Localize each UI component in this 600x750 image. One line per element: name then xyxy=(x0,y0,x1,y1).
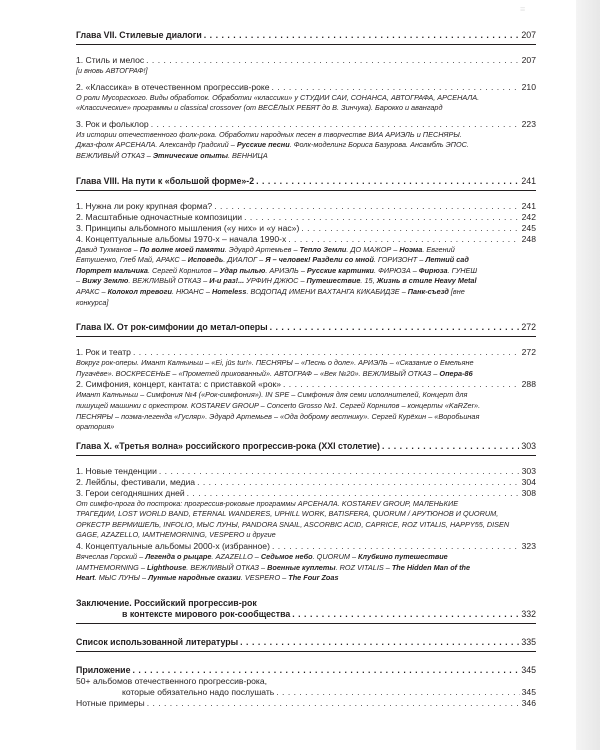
conclusion-title-1: Заключение. Российский прогрессив-рок xyxy=(76,597,257,608)
appendix-item-2-page: 346 xyxy=(521,697,536,708)
section-8-2-page: 242 xyxy=(521,211,536,222)
section-7-1[interactable] xyxy=(76,55,536,66)
bibliography xyxy=(76,637,536,652)
leader-dots xyxy=(146,55,520,66)
section-8-4-desc-3: Портрет мальчика. Сергей Корнилов – Удар пылью. АРИЭЛЬ – Русские картинки. ФИРЮЗА – Фирюза. ГУНЕШ xyxy=(76,265,478,275)
leader-dots xyxy=(147,698,520,709)
section-9-1-desc-2: Пугачёве». ВОСКРЕСЕНЬЕ – «Прометей прикованный». АВТОГРАФ – «Век №20». ВЕЖЛИВЫЙ ОТКАЗ – Опера-86 xyxy=(76,368,473,378)
conclusion xyxy=(76,598,536,624)
chapter-9-page: 272 xyxy=(521,322,536,333)
section-8-4-title: 4. Концептуальные альбомы 1970-х – начала 1990-х xyxy=(76,233,287,244)
conclusion-rule xyxy=(76,623,536,624)
section-7-2-desc-2: «Классические» программы и classical crossover (от ВЕСЁЛЫХ РЕБЯТ до В. Зинчука). Барокко и авангард xyxy=(76,103,443,113)
section-7-2[interactable] xyxy=(76,82,536,93)
chapter-10-rule xyxy=(76,455,536,456)
section-10-3-title: 3. Герои сегодняшних дней xyxy=(76,487,185,498)
chapter-9-title: Глава IX. От рок-симфонии до метал-оперы xyxy=(76,322,268,333)
appendix-item-1-line-1[interactable] xyxy=(76,676,536,687)
leader-dots xyxy=(214,201,519,212)
leader-dots xyxy=(272,82,520,93)
chapter-7-title: Глава VII. Стилевые диалоги xyxy=(76,30,202,40)
chapter-7-heading[interactable] xyxy=(76,30,536,41)
chapter-8-heading[interactable] xyxy=(76,176,536,187)
appendix-item-1-page: 345 xyxy=(521,686,536,697)
appendix-heading[interactable] xyxy=(76,665,536,676)
section-10-2-title: 2. Лейблы, фестивали, медиа xyxy=(76,476,196,487)
section-9-2[interactable] xyxy=(76,379,536,390)
leader-dots xyxy=(283,379,520,390)
section-8-3-page: 245 xyxy=(521,222,536,233)
bibliography-page: 335 xyxy=(521,636,536,647)
section-10-4-title: 4. Концептуальные альбомы 2000-х (избранное) xyxy=(76,541,270,552)
chapter-7-rule xyxy=(76,44,536,45)
section-8-2-title: 2. Масштабные одночастные композиции xyxy=(76,211,243,222)
leader-dots xyxy=(292,609,519,620)
chapter-10-heading[interactable] xyxy=(76,441,536,452)
leader-dots xyxy=(270,322,520,333)
appendix-item-1-title-2: которые обязательно надо послушать xyxy=(122,686,275,697)
leader-dots xyxy=(133,347,520,358)
conclusion-heading-line-1[interactable] xyxy=(76,598,536,609)
section-10-3[interactable] xyxy=(76,488,536,499)
conclusion-title-2: в контексте мирового рок-сообщества xyxy=(122,608,291,619)
section-7-2-page: 210 xyxy=(521,81,536,92)
appendix xyxy=(76,665,536,709)
appendix-page: 345 xyxy=(521,664,536,675)
chapter-7 xyxy=(76,30,536,162)
section-7-2-desc-1: О роли Мусоргского. Виды обработок. Обработки «классики» у СТУДИИ САИ, СОНАНСА, АВТОГРАФА, АРСЕНАЛА. xyxy=(76,92,480,102)
leader-dots xyxy=(151,119,520,130)
section-8-1-page: 241 xyxy=(521,200,536,211)
section-8-4-desc-5: АРАКС – Колокол тревоги. НЮАНС – Homeless. ВОДОПАД ИМЕНИ ВАХТАНГА КИКАБИДЗЕ – Панк-съезд [вне xyxy=(76,286,465,296)
section-9-2-desc-1: Имант Калныньш – Симфония №4 («Рок-симфония»). IN SPE – Симфония для семи исполнителей, Концерт для xyxy=(76,390,468,400)
section-7-3-desc-3: ВЕЖЛИВЫЙ ОТКАЗ – Этнические опыты. ВЕННИЦА xyxy=(76,150,268,160)
section-8-4-desc-6: конкурса] xyxy=(76,297,109,307)
section-8-2[interactable] xyxy=(76,212,536,223)
section-10-2[interactable] xyxy=(76,477,536,488)
chapter-8-rule xyxy=(76,190,536,191)
section-8-1-title: 1. Нужна ли року крупная форма? xyxy=(76,200,213,211)
chapter-8-title: Глава VIII. На пути к «большой форме»-2 xyxy=(76,175,255,186)
chapter-8 xyxy=(76,176,536,309)
table-of-contents xyxy=(76,30,536,709)
appendix-title: Приложение xyxy=(76,664,131,675)
leader-dots xyxy=(132,665,519,676)
section-10-3-desc-1: От симфо-прога до построка: прогрессив-роковые программы АРСЕНАЛА. KOSTAREV GROUP, МАЛЕНЬКИЕ xyxy=(76,498,459,508)
section-9-2-desc-4: оратория» xyxy=(76,422,115,432)
chapter-10-title: Глава X. «Третья волна» российского прогрессив-рока (XXI столетие) xyxy=(76,440,380,451)
section-10-3-page: 308 xyxy=(521,487,536,498)
section-9-2-desc-3: ПЕСНЯРЫ – поэма-легенда «Гусляр». Эдуард Артемьев – «Ода доброму вестнику». Сергей Курёхин – «Воробьиная xyxy=(76,411,480,421)
appendix-item-2[interactable] xyxy=(76,698,536,709)
section-7-1-title: 1. Стиль и мелос xyxy=(76,55,145,65)
section-8-3[interactable] xyxy=(76,223,536,234)
section-10-4-page: 323 xyxy=(521,541,536,552)
section-8-3-title: 3. Принципы альбомного мышления («у них» и «у нас») xyxy=(76,222,300,233)
section-7-3-desc-1: Из истории отечественного фолк-рока. Обработки народных песен в творчестве ВИА АРИЭЛЬ и ПЕСНЯРЫ. xyxy=(76,129,462,139)
bibliography-title: Список использованной литературы xyxy=(76,636,239,647)
chapter-9-heading[interactable] xyxy=(76,322,536,333)
section-10-3-desc-2: ТРАГЕДИИ, LOST WORLD BAND, ETERNAL WANDERES, UPHILL WORK, BATISFERA, QUORUM / АРУТЮНОВ И QUORUM, xyxy=(76,509,499,519)
leader-dots xyxy=(159,466,520,477)
leader-dots xyxy=(204,30,520,41)
section-10-3-desc-3: ОРКЕСТР ВЕРМИШЕЛЬ, INFOLIO, МЫС ЛУНЫ, PANDORA SNAIL, ASCORBIC ACID, CAPRICE, ROZ VITALIS, HAPPY55, DISEN xyxy=(76,519,510,529)
section-10-4-desc-3: Heart. МЫС ЛУНЫ – Лунные народные сказки. VESPERO – The Four Zoas xyxy=(76,573,339,583)
leader-dots xyxy=(276,687,519,698)
section-9-2-desc-2: пишущей машинки с оркестром. KOSTAREV GROUP – Concerto Grosso №1. Сергей Корнилов – концерты «KaRZer». xyxy=(76,400,481,410)
section-7-1-desc: [и вновь АВТОГРАФ!] xyxy=(76,66,148,75)
chapter-8-page: 241 xyxy=(521,175,536,186)
appendix-item-2-title: Нотные примеры xyxy=(76,697,145,708)
section-10-4-desc-2: IAMTHEMORNING – Lighthouse. ВЕЖЛИВЫЙ ОТКАЗ – Военные куплеты. ROZ VITALIS – The Hidden Man of the xyxy=(76,562,471,572)
conclusion-heading-line-2[interactable] xyxy=(76,609,536,620)
section-8-4-desc-1: Давид Тухманов – По волне моей памяти. Эдуард Артемьев – Тепло Земли. ДО МАЖОР – Ноэма. Евгений xyxy=(76,244,455,254)
section-9-1[interactable] xyxy=(76,347,536,358)
leader-dots xyxy=(288,234,519,245)
leader-dots xyxy=(272,541,520,552)
leader-dots xyxy=(256,176,519,187)
leader-dots xyxy=(244,212,520,223)
section-10-4[interactable] xyxy=(76,541,536,552)
section-8-4-page: 248 xyxy=(521,233,536,244)
section-8-4-desc-2: Евтушенко, Глеб Май, АРАКС – Исповедь. ДИАЛОГ – Я – человек! Раздели со мной. ГОРИЗОНТ – Летний сад xyxy=(76,255,469,265)
chapter-10-page: 303 xyxy=(521,440,536,451)
chapter-9 xyxy=(76,322,536,433)
conclusion-page: 332 xyxy=(521,608,536,619)
section-7-3[interactable] xyxy=(76,119,536,130)
section-10-2-page: 304 xyxy=(521,476,536,487)
appendix-item-1-title-1: 50+ альбомов отечественного прогрессив-рока, xyxy=(76,675,268,686)
chapter-10 xyxy=(76,441,536,584)
section-10-3-desc-4: GAGE, AZAZELLO, IAMTHEMORNING, VESPERO и другие xyxy=(76,530,276,540)
leader-dots xyxy=(240,637,519,648)
leader-dots xyxy=(382,441,519,452)
leader-dots xyxy=(301,223,519,234)
section-10-1[interactable] xyxy=(76,466,536,477)
section-7-3-title: 3. Рок и фольклор xyxy=(76,118,149,129)
appendix-item-1-line-2[interactable] xyxy=(76,687,536,698)
section-10-1-title: 1. Новые тенденции xyxy=(76,465,157,476)
section-9-1-page: 272 xyxy=(521,347,536,358)
section-10-4-desc-1: Вячеслав Горский – Легенда о рыцаре. AZAZELLO – Седьмое небо. QUORUM – Клубкино путешествие xyxy=(76,552,448,562)
section-7-3-desc-2: Джаз-фолк АРСЕНАЛА. Александр Градский – Русские песни. Фолк-моделинг Бориса Базурова. Ансамбль ЭПОС. xyxy=(76,140,469,150)
chapter-9-rule xyxy=(76,336,536,337)
leader-dots xyxy=(187,488,520,499)
section-9-2-title: 2. Симфония, концерт, кантата: с приставкой «рок» xyxy=(76,379,282,390)
leader-dots xyxy=(197,477,520,488)
section-8-4[interactable] xyxy=(76,234,536,245)
chapter-7-page: 207 xyxy=(521,30,536,40)
section-10-1-page: 303 xyxy=(521,465,536,476)
page-edge xyxy=(576,0,600,750)
section-8-1[interactable] xyxy=(76,201,536,212)
section-7-3-page: 223 xyxy=(521,118,536,129)
section-9-2-page: 288 xyxy=(521,379,536,390)
bibliography-rule xyxy=(76,651,536,652)
section-8-4-desc-4: – Вижу Землю. ВЕЖЛИВЫЙ ОТКАЗ – И-и раз!... УРФИН ДЖЮС – Путешествие. 15, Жизнь в стиле Heavy Metal xyxy=(76,276,477,286)
section-7-2-title: 2. «Классика» в отечественном прогрессив-роке xyxy=(76,81,270,92)
section-9-1-desc-1: Вокруг рок-оперы. Имант Калныньш – «Ei, jūs tur!». ПЕСНЯРЫ – «Песнь о доле». АРИЭЛЬ – «Сказание о Емельяне xyxy=(76,358,474,368)
faint-corner-text: ≡ xyxy=(520,4,527,14)
bibliography-heading[interactable] xyxy=(76,637,536,648)
section-9-1-title: 1. Рок и театр xyxy=(76,347,131,358)
section-7-1-page: 207 xyxy=(521,55,536,65)
